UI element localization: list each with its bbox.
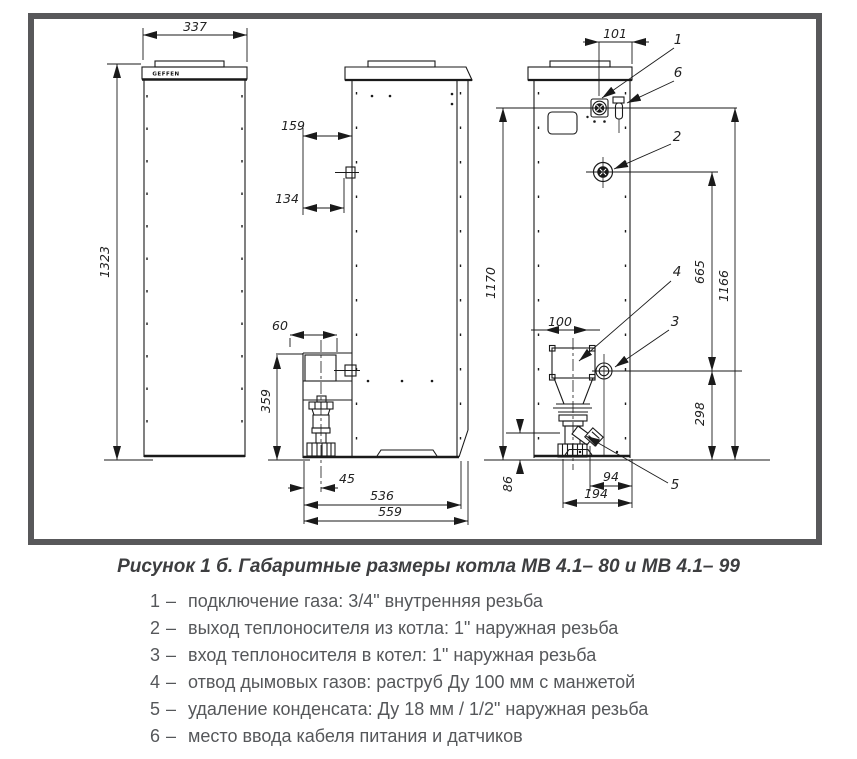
legend-num: 4: [149, 672, 160, 692]
dim-rear-665: 665: [692, 260, 707, 284]
dim-rear-101: 101: [603, 26, 627, 41]
figure-caption: Рисунок 1 б. Габаритные размеры котла МВ 4.1– 80 и МВ 4.1– 99: [117, 556, 740, 577]
callout-3: 3: [670, 314, 680, 330]
legend-item: [142, 642, 648, 669]
dim-rear-94: 94: [603, 469, 619, 484]
dim-rear-86: 86: [500, 476, 515, 492]
legend-dash: –: [166, 591, 177, 611]
legend-item: [142, 723, 648, 750]
legend-dash: –: [166, 618, 177, 638]
legend-dash: –: [166, 699, 177, 719]
dim-front-height: 1323: [97, 246, 112, 278]
legend-item: [142, 669, 648, 696]
callout-5: 5: [670, 477, 680, 493]
dim-side-536: 536: [370, 488, 394, 503]
legend-num: 5: [149, 699, 160, 719]
dim-side-159: 159: [281, 118, 305, 133]
callout-6: 6: [673, 65, 683, 81]
dim-rear-1170: 1170: [483, 267, 498, 299]
legend-text: выход теплоносителя из котла: 1" наружная резьба: [188, 618, 619, 638]
legend-text: удаление конденсата: Ду 18 мм / 1/2" наружная резьба: [188, 699, 649, 719]
legend-dash: –: [166, 726, 177, 746]
legend-num: 1: [149, 591, 160, 611]
legend-num: 3: [149, 645, 160, 665]
legend-text: подключение газа: 3/4" внутренняя резьба: [188, 591, 543, 611]
legend-item: [142, 696, 648, 723]
dim-rear-1166: 1166: [716, 270, 731, 302]
dim-rear-100: 100: [548, 314, 572, 329]
legend-dash: –: [166, 645, 177, 665]
dim-side-134: 134: [275, 191, 299, 206]
legend-text: вход теплоносителя в котел: 1" наружная резьба: [188, 645, 597, 665]
legend-text: отвод дымовых газов: раструб Ду 100 мм с манжетой: [188, 672, 636, 692]
legend-dash: –: [166, 672, 177, 692]
dim-rear-194: 194: [584, 486, 608, 501]
legend-item: [142, 615, 648, 642]
dim-side-559: 559: [378, 504, 402, 519]
legend-text: место ввода кабеля питания и датчиков: [188, 726, 523, 746]
callout-1: 1: [673, 32, 683, 48]
dim-front-width: 337: [183, 19, 207, 34]
dim-side-60: 60: [272, 318, 288, 333]
dim-side-359: 359: [258, 389, 273, 413]
dim-side-45: 45: [339, 471, 355, 486]
dim-rear-298: 298: [692, 402, 707, 426]
figure-legend: [142, 588, 648, 750]
legend-num: 2: [149, 618, 160, 638]
legend-item: [142, 588, 648, 615]
callout-2: 2: [672, 129, 682, 145]
legend-num: 6: [149, 726, 160, 746]
brand-logo: GEFFEN: [152, 71, 180, 78]
callout-4: 4: [672, 264, 682, 280]
